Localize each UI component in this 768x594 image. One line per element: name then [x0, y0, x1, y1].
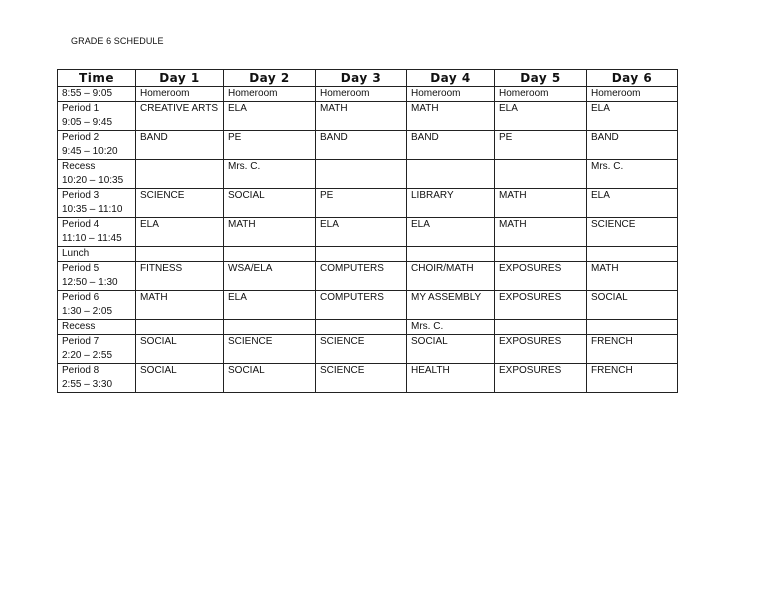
day-6-cell: ELA	[587, 189, 678, 218]
time-label: Period 3	[62, 190, 100, 201]
table-row	[58, 320, 678, 335]
day-3-cell: COMPUTERS	[316, 262, 407, 291]
day-2-cell: SCIENCE	[224, 335, 316, 364]
day-2-cell: MATH	[224, 218, 316, 247]
table-row	[58, 291, 678, 320]
day-2-cell	[224, 247, 316, 262]
day-4-cell: LIBRARY	[407, 189, 495, 218]
time-label: Period 7	[62, 336, 100, 347]
time-label: Recess	[62, 161, 96, 172]
day-2-cell: SOCIAL	[224, 189, 316, 218]
table-row	[58, 131, 678, 160]
day-3-cell	[316, 247, 407, 262]
day-4-cell: BAND	[407, 131, 495, 160]
day-5-cell: EXPOSURES	[495, 335, 587, 364]
day-4-cell: Mrs. C.	[407, 320, 495, 335]
header-day-6: Day 6	[587, 70, 678, 87]
day-6-cell: Homeroom	[587, 87, 678, 102]
day-2-cell: Mrs. C.	[224, 160, 316, 189]
day-4-cell: SOCIAL	[407, 335, 495, 364]
time-label: Period 5	[62, 263, 100, 274]
day-5-cell: ELA	[495, 102, 587, 131]
day-4-cell	[407, 247, 495, 262]
table-row	[58, 102, 678, 131]
day-1-cell	[136, 247, 224, 262]
day-5-cell: EXPOSURES	[495, 262, 587, 291]
day-5-cell	[495, 247, 587, 262]
day-4-cell: MY ASSEMBLY	[407, 291, 495, 320]
day-6-cell: FRENCH	[587, 335, 678, 364]
day-5-cell: PE	[495, 131, 587, 160]
time-range: 2:55 – 3:30	[62, 379, 113, 390]
day-4-cell	[407, 160, 495, 189]
time-cell	[58, 160, 136, 189]
day-3-cell: SCIENCE	[316, 335, 407, 364]
day-4-cell: MATH	[407, 102, 495, 131]
day-1-cell: MATH	[136, 291, 224, 320]
schedule-body	[58, 87, 678, 393]
day-1-cell: SOCIAL	[136, 364, 224, 393]
time-range: 10:35 – 11:10	[62, 204, 123, 215]
day-6-cell: SOCIAL	[587, 291, 678, 320]
day-5-cell: MATH	[495, 218, 587, 247]
time-cell	[58, 218, 136, 247]
document-title: GRADE 6 SCHEDULE	[71, 36, 164, 46]
day-6-cell	[587, 247, 678, 262]
day-3-cell	[316, 160, 407, 189]
day-3-cell: COMPUTERS	[316, 291, 407, 320]
day-6-cell: FRENCH	[587, 364, 678, 393]
table-row	[58, 218, 678, 247]
time-cell	[58, 102, 136, 131]
time-cell	[58, 131, 136, 160]
day-3-cell: MATH	[316, 102, 407, 131]
day-3-cell	[316, 320, 407, 335]
day-2-cell: WSA/ELA	[224, 262, 316, 291]
time-label: Lunch	[62, 248, 90, 259]
day-5-cell	[495, 160, 587, 189]
day-2-cell: SOCIAL	[224, 364, 316, 393]
day-1-cell	[136, 160, 224, 189]
day-1-cell: FITNESS	[136, 262, 224, 291]
time-cell	[58, 262, 136, 291]
time-label: Period 1	[62, 103, 100, 114]
day-4-cell: ELA	[407, 218, 495, 247]
day-1-cell: SCIENCE	[136, 189, 224, 218]
time-label: Recess	[62, 321, 96, 332]
time-cell	[58, 335, 136, 364]
day-1-cell: CREATIVE ARTS	[136, 102, 224, 131]
day-1-cell: ELA	[136, 218, 224, 247]
day-6-cell: SCIENCE	[587, 218, 678, 247]
day-4-cell: HEALTH	[407, 364, 495, 393]
day-5-cell: EXPOSURES	[495, 364, 587, 393]
time-label: Period 2	[62, 132, 100, 143]
day-1-cell: Homeroom	[136, 87, 224, 102]
time-cell	[58, 291, 136, 320]
day-3-cell: SCIENCE	[316, 364, 407, 393]
day-5-cell: EXPOSURES	[495, 291, 587, 320]
day-6-cell	[587, 320, 678, 335]
time-range: 12:50 – 1:30	[62, 277, 118, 288]
time-range: 1:30 – 2:05	[62, 306, 113, 317]
day-1-cell	[136, 320, 224, 335]
day-4-cell: Homeroom	[407, 87, 495, 102]
header-day-4: Day 4	[407, 70, 495, 87]
time-cell	[58, 247, 136, 262]
time-range: 9:45 – 10:20	[62, 146, 118, 157]
header-day-1: Day 1	[136, 70, 224, 87]
day-3-cell: ELA	[316, 218, 407, 247]
table-row	[58, 247, 678, 262]
header-time: Time	[58, 70, 136, 87]
day-6-cell: BAND	[587, 131, 678, 160]
time-range: 11:10 – 11:45	[62, 233, 122, 244]
header-day-5: Day 5	[495, 70, 587, 87]
time-cell	[58, 87, 136, 102]
table-row	[58, 262, 678, 291]
time-label: Period 8	[62, 365, 100, 376]
day-2-cell	[224, 320, 316, 335]
day-1-cell: BAND	[136, 131, 224, 160]
time-cell	[58, 189, 136, 218]
day-6-cell: Mrs. C.	[587, 160, 678, 189]
schedule-table	[57, 69, 678, 393]
day-5-cell: MATH	[495, 189, 587, 218]
day-4-cell: CHOIR/MATH	[407, 262, 495, 291]
day-6-cell: MATH	[587, 262, 678, 291]
day-3-cell: BAND	[316, 131, 407, 160]
day-2-cell: Homeroom	[224, 87, 316, 102]
day-1-cell: SOCIAL	[136, 335, 224, 364]
time-label: Period 4	[62, 219, 100, 230]
header-day-3: Day 3	[316, 70, 407, 87]
day-3-cell: PE	[316, 189, 407, 218]
day-2-cell: ELA	[224, 102, 316, 131]
time-range: 9:05 – 9:45	[62, 117, 113, 128]
day-2-cell: ELA	[224, 291, 316, 320]
table-row	[58, 189, 678, 218]
day-5-cell: Homeroom	[495, 87, 587, 102]
day-6-cell: ELA	[587, 102, 678, 131]
day-3-cell: Homeroom	[316, 87, 407, 102]
table-row	[58, 364, 678, 393]
day-2-cell: PE	[224, 131, 316, 160]
time-label: 8:55 – 9:05	[62, 88, 113, 99]
table-row	[58, 160, 678, 189]
header-row	[58, 70, 678, 87]
table-row	[58, 335, 678, 364]
time-label: Period 6	[62, 292, 100, 303]
time-range: 10:20 – 10:35	[62, 175, 124, 186]
time-cell	[58, 364, 136, 393]
time-cell	[58, 320, 136, 335]
header-day-2: Day 2	[224, 70, 316, 87]
table-row	[58, 87, 678, 102]
time-range: 2:20 – 2:55	[62, 350, 113, 361]
day-5-cell	[495, 320, 587, 335]
